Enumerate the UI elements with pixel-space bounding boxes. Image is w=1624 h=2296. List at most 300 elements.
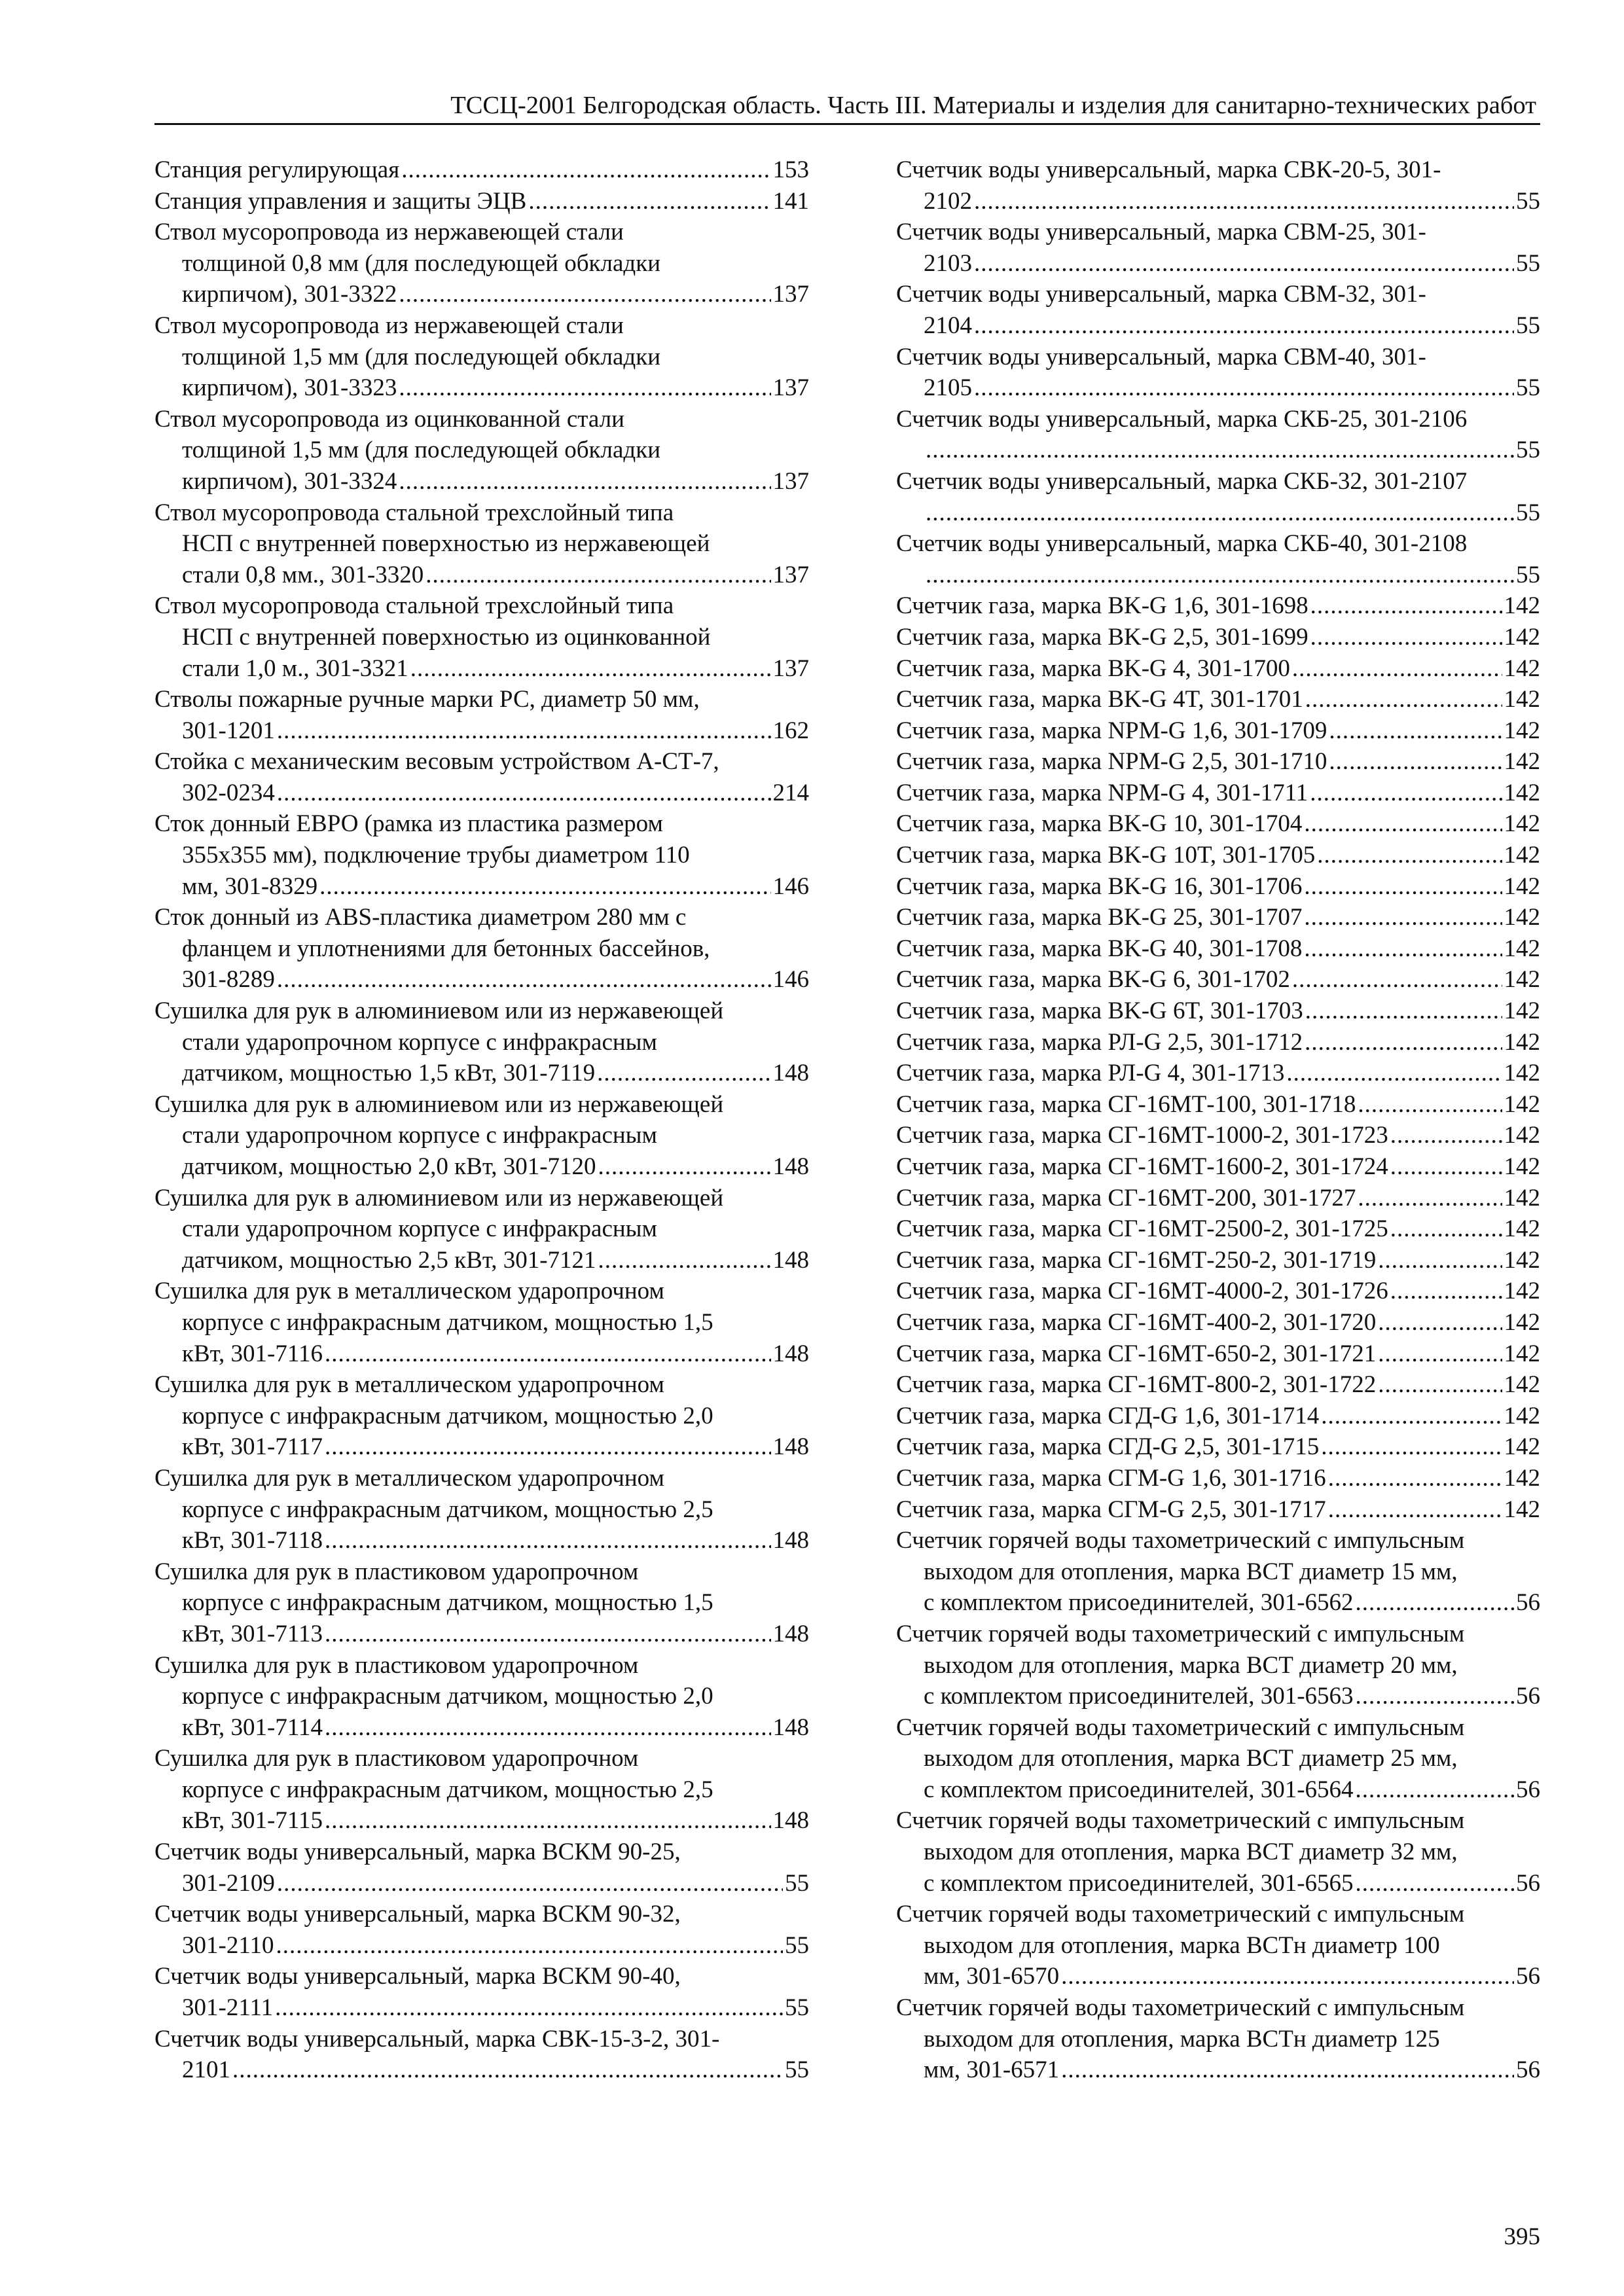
- index-entry: [896, 933, 1540, 965]
- index-entry-text: Счетчик горячей воды тахометрический с импульсным: [896, 1527, 1465, 1554]
- index-entry-leader-line: [896, 1151, 1540, 1183]
- dot-leader: [926, 435, 1514, 466]
- index-entry: [896, 746, 1540, 778]
- index-entry-text: Счетчик газа, марка BK-G 10T, 301-1705: [896, 842, 1316, 869]
- dot-leader: [1328, 1494, 1502, 1526]
- index-page-ref: 55: [1516, 499, 1540, 526]
- index-page-ref: 55: [1516, 249, 1540, 277]
- index-entry: [896, 653, 1540, 685]
- index-entry-text: датчиком, мощностью 2,0 кВт, 301-7120: [182, 1153, 596, 1180]
- index-page-ref: 148: [772, 1246, 809, 1274]
- index-entry: [154, 1369, 809, 1463]
- index-page-ref: 148: [772, 1340, 809, 1367]
- index-entry-text: Счетчик газа, марка СГ-16МТ-200, 301-1727: [896, 1184, 1356, 1211]
- index-entry-text: Счетчик газа, марка СГ-16МТ-1000-2, 301-1723: [896, 1122, 1388, 1149]
- index-entry-leader-line: [154, 1805, 809, 1837]
- index-entry-text: кирпичом), 301-3323: [182, 374, 397, 402]
- index-entry-text: Счетчик газа, марка BK-G 10, 301-1704: [896, 810, 1303, 838]
- dot-leader: [1378, 1245, 1502, 1276]
- index-entry-text: Счетчик горячей воды тахометрический с импульсным: [896, 1620, 1465, 1647]
- index-entry-leader-line: [896, 186, 1540, 217]
- dot-leader: [1329, 715, 1502, 747]
- index-entry: [154, 404, 809, 497]
- index-entry-leader-line: [896, 778, 1540, 809]
- index-entry-leader-line: [896, 1245, 1540, 1276]
- index-entry-leader-line: [896, 1494, 1540, 1526]
- index-entry-text: мм, 301-8329: [182, 872, 318, 900]
- index-page-ref: 214: [772, 779, 809, 806]
- dot-leader: [598, 1151, 771, 1183]
- index-entry-text: выходом для отопления, марка ВСТ диаметр 32 мм,: [924, 1839, 1458, 1866]
- index-entry: [896, 1120, 1540, 1151]
- index-entry-text: Счетчик газа, марка NPM-G 2,5, 301-1710: [896, 748, 1327, 776]
- index-entry-leader-line: [154, 1930, 809, 1962]
- index-entry-text: выходом для отопления, марка ВСТн диаметр 125: [924, 2025, 1440, 2053]
- running-header: [154, 82, 1540, 125]
- index-entry-text: 2101: [182, 2056, 230, 2084]
- dot-leader: [1356, 1681, 1514, 1712]
- index-entry-text: с комплектом присоединителей, 301-6563: [924, 1683, 1354, 1710]
- index-entry-text: Счетчик воды универсальный, марка СКБ-32, 301-2107: [896, 467, 1468, 495]
- index-page-ref: 142: [1504, 810, 1540, 838]
- index-entry: [896, 715, 1540, 747]
- page-number: 395: [1504, 2223, 1540, 2250]
- index-page-ref: 142: [1504, 904, 1540, 931]
- index-entry-leader-line: [896, 497, 1540, 529]
- index-entry-text: корпусе с инфракрасным датчиком, мощностью 1,5: [182, 1308, 713, 1336]
- index-entry: [896, 1369, 1540, 1401]
- index-entry-leader-line: [896, 964, 1540, 996]
- index-entry-leader-line: [896, 902, 1540, 933]
- index-entry-leader-line: [154, 1431, 809, 1463]
- index-entry: [896, 840, 1540, 871]
- index-page-ref: 55: [785, 1994, 809, 2022]
- dot-leader: [1328, 1463, 1502, 1494]
- index-page-ref: 142: [1504, 1496, 1540, 1523]
- index-page-ref: 142: [1504, 717, 1540, 744]
- dot-leader: [325, 1338, 771, 1370]
- index-page-ref: 153: [772, 156, 809, 183]
- index-entry-text: Ствол мусоропровода стальной трехслойный типа: [154, 499, 674, 526]
- dot-leader: [926, 560, 1514, 591]
- index-page-ref: 142: [1504, 1060, 1540, 1087]
- index-entry-text: корпусе с инфракрасным датчиком, мощностью 1,5: [182, 1589, 713, 1617]
- index-page-ref: 56: [1516, 1776, 1540, 1803]
- index-entry-text: 301-2110: [182, 1931, 274, 1959]
- dot-leader: [277, 1868, 783, 1899]
- index-entry-leader-line: [154, 1245, 809, 1276]
- index-entry-leader-line: [154, 871, 809, 903]
- index-page-ref: 148: [772, 1433, 809, 1461]
- index-entry: [154, 186, 809, 217]
- index-entry: [154, 1650, 809, 1744]
- dot-leader: [1310, 778, 1502, 809]
- index-entry-leader-line: [896, 1774, 1540, 1806]
- index-entry: [896, 590, 1540, 622]
- index-entry-leader-line: [154, 1868, 809, 1899]
- index-entry-text: Сушилка для рук в металлическом ударопрочном: [154, 1371, 664, 1399]
- index-page-ref: 55: [1516, 374, 1540, 402]
- index-page-ref: 137: [772, 374, 809, 402]
- index-entry-leader-line: [154, 1338, 809, 1370]
- index-entry-leader-line: [896, 871, 1540, 903]
- index-entry-leader-line: [154, 1525, 809, 1556]
- index-entry: [896, 1276, 1540, 1307]
- index-page-ref: 141: [772, 187, 809, 215]
- index-entry-text: с комплектом присоединителей, 301-6565: [924, 1869, 1354, 1897]
- index-entry-leader-line: [896, 1463, 1540, 1494]
- index-entry-leader-line: [896, 1089, 1540, 1121]
- index-entry-text: Счетчик газа, марка СГ-16МТ-1600-2, 301-1724: [896, 1153, 1388, 1180]
- index-entry-text: кВт, 301-7114: [182, 1713, 323, 1741]
- index-entry: [896, 1089, 1540, 1121]
- index-entry-text: НСП с внутренней поверхностью из оцинкованной: [182, 623, 711, 651]
- index-page-ref: 142: [1504, 1090, 1540, 1118]
- index-entry-leader-line: [154, 653, 809, 685]
- dot-leader: [1305, 996, 1502, 1027]
- index-entry-leader-line: [896, 1868, 1540, 1899]
- dot-leader: [974, 372, 1514, 404]
- index-page-ref: 56: [1516, 1963, 1540, 1990]
- index-entry-leader-line: [154, 964, 809, 996]
- index-entry-leader-line: [154, 372, 809, 404]
- index-entry-text: Счетчик газа, марка СГ-16МТ-4000-2, 301-1726: [896, 1278, 1388, 1305]
- index-entry: [154, 1276, 809, 1369]
- index-entry-text: кВт, 301-7118: [182, 1527, 323, 1554]
- index-entry-text: Счетчик газа, марка СГД-G 2,5, 301-1715: [896, 1433, 1320, 1461]
- dot-leader: [399, 372, 770, 404]
- index-page-ref: 142: [1504, 1028, 1540, 1056]
- index-page-ref: 142: [1504, 686, 1540, 713]
- header-title: ТССЦ-2001 Белгородская область. Часть III. Материалы и изделия для санитарно-технических работ: [450, 91, 1536, 119]
- index-entry-text: Счетчик газа, марка BK-G 25, 301-1707: [896, 904, 1303, 931]
- index-entry-leader-line: [896, 996, 1540, 1027]
- index-entry-text: корпусе с инфракрасным датчиком, мощностью 2,0: [182, 1402, 713, 1429]
- dot-leader: [1304, 808, 1502, 840]
- index-entry-text: выходом для отопления, марка ВСТ диаметр 20 мм,: [924, 1651, 1458, 1679]
- index-entry: [896, 154, 1540, 217]
- index-entry-leader-line: [154, 1992, 809, 2024]
- index-entry-text: 2102: [924, 187, 972, 215]
- index-entry-leader-line: [154, 466, 809, 497]
- index-entry-text: Ствол мусоропровода стальной трехслойный типа: [154, 592, 674, 620]
- index-entry: [896, 902, 1540, 933]
- index-entry-text: Счетчик воды универсальный, марка СВМ-40, 301-: [896, 343, 1426, 370]
- dot-leader: [1390, 1120, 1502, 1151]
- index-entry-leader-line: [154, 1712, 809, 1744]
- index-page-ref: 142: [1504, 1122, 1540, 1149]
- index-entry: [896, 808, 1540, 840]
- index-entry-text: Счетчик газа, марка BK-G 6T, 301-1703: [896, 997, 1303, 1025]
- index-entry: [154, 1089, 809, 1183]
- index-entry-text: Счетчик газа, марка BK-G 40, 301-1708: [896, 935, 1303, 962]
- index-entry: [896, 217, 1540, 279]
- dot-leader: [1390, 1276, 1502, 1307]
- index-entry-text: 301-2111: [182, 1994, 274, 2022]
- dot-leader: [1356, 1774, 1514, 1806]
- index-entry: [896, 1213, 1540, 1245]
- index-entry: [896, 996, 1540, 1027]
- index-entry-text: Счетчик газа, марка BK-G 1,6, 301-1698: [896, 592, 1308, 620]
- index-entry-text: толщиной 1,5 мм (для последующей обкладки: [182, 437, 661, 464]
- index-entry-leader-line: [896, 1213, 1540, 1245]
- index-entry: [896, 622, 1540, 653]
- index-entry-text: Ствол мусоропровода из нержавеющей стали: [154, 219, 624, 246]
- index-entry: [896, 1525, 1540, 1619]
- dot-leader: [232, 2054, 783, 2086]
- dot-leader: [1378, 1307, 1502, 1338]
- dot-leader: [1329, 746, 1502, 778]
- index-page-ref: 137: [772, 655, 809, 682]
- index-entry: [154, 1556, 809, 1650]
- dot-leader: [1292, 653, 1502, 685]
- index-entry-text: кирпичом), 301-3322: [182, 281, 397, 308]
- index-entry: [154, 2024, 809, 2086]
- index-entry: [154, 497, 809, 591]
- index-entry: [896, 684, 1540, 715]
- dot-leader: [1321, 1431, 1502, 1463]
- index-entry-text: НСП с внутренней поверхностью из нержавеющей: [182, 530, 710, 558]
- index-entry: [896, 1712, 1540, 1806]
- index-entry-text: Сток донный ЕВРО (рамка из пластика размером: [154, 810, 663, 838]
- index-entry-text: фланцем и уплотнениями для бетонных бассейнов,: [182, 935, 710, 962]
- index-entry: [154, 217, 809, 310]
- dot-leader: [277, 778, 771, 809]
- index-page-ref: 142: [1504, 997, 1540, 1025]
- index-entry-text: Счетчик газа, марка BK-G 2,5, 301-1699: [896, 623, 1308, 651]
- index-page-ref: 137: [772, 561, 809, 588]
- index-entry-text: 301-2109: [182, 1869, 275, 1897]
- index-entry: [154, 808, 809, 902]
- index-page-ref: 142: [1504, 592, 1540, 620]
- index-entry: [154, 1743, 809, 1837]
- index-entry: [896, 1619, 1540, 1712]
- dot-leader: [1304, 933, 1502, 965]
- dot-leader: [1310, 622, 1502, 653]
- index-entry-leader-line: [896, 310, 1540, 342]
- index-page-ref: 142: [1504, 1402, 1540, 1429]
- index-entry-text: кВт, 301-7117: [182, 1433, 323, 1461]
- index-entry-text: 2105: [924, 374, 972, 402]
- dot-leader: [277, 964, 771, 996]
- index-entry-text: Стволы пожарные ручные марки РС, диаметр 50 мм,: [154, 686, 700, 713]
- index-entry: [896, 1494, 1540, 1526]
- dot-leader: [1305, 684, 1502, 715]
- dot-leader: [974, 310, 1514, 342]
- index-entry-text: датчиком, мощностью 2,5 кВт, 301-7121: [182, 1246, 596, 1274]
- index-entry: [896, 778, 1540, 809]
- index-entry: [154, 684, 809, 746]
- dot-leader: [598, 1245, 771, 1276]
- index-entry: [896, 1058, 1540, 1089]
- dot-leader: [425, 560, 770, 591]
- index-page-ref: 146: [772, 872, 809, 900]
- index-entry-text: выходом для отопления, марка ВСТ диаметр 15 мм,: [924, 1558, 1458, 1585]
- dot-leader: [1390, 1151, 1502, 1183]
- index-entry: [896, 1183, 1540, 1214]
- index-entry-leader-line: [896, 248, 1540, 279]
- index-entry-leader-line: [896, 1276, 1540, 1307]
- index-entry-text: Счетчик воды универсальный, марка СВМ-32, 301-: [896, 281, 1426, 308]
- index-entry-text: стали ударопрочном корпусе с инфракрасным: [182, 1215, 657, 1243]
- index-entry-text: Счетчик газа, марка СГД-G 1,6, 301-1714: [896, 1402, 1320, 1429]
- index-entry: [896, 871, 1540, 903]
- index-entry: [896, 964, 1540, 996]
- index-entry-text: Счетчик воды универсальный, марка СКБ-25, 301-2106: [896, 405, 1468, 433]
- index-entry-text: с комплектом присоединителей, 301-6564: [924, 1776, 1354, 1803]
- index-page-ref: 146: [772, 966, 809, 994]
- index-entry: [896, 1992, 1540, 2086]
- dot-leader: [1061, 1961, 1514, 1992]
- index-entry-text: Счетчик газа, марка СГМ-G 1,6, 301-1716: [896, 1464, 1326, 1492]
- index-entry-leader-line: [896, 933, 1540, 965]
- index-entry-text: Счетчик газа, марка BK-G 16, 301-1706: [896, 872, 1303, 900]
- index-entry: [154, 590, 809, 684]
- index-entry-text: выходом для отопления, марка ВСТ диаметр 25 мм,: [924, 1745, 1458, 1772]
- index-entry-leader-line: [896, 372, 1540, 404]
- index-entry-leader-line: [896, 622, 1540, 653]
- index-entry-leader-line: [154, 279, 809, 310]
- index-entry: [896, 1899, 1540, 1992]
- index-entry-text: кВт, 301-7116: [182, 1340, 323, 1367]
- index-entry-leader-line: [154, 1151, 809, 1183]
- index-page-ref: 142: [1504, 748, 1540, 776]
- dot-leader: [597, 1058, 770, 1089]
- index-entry-leader-line: [154, 1619, 809, 1650]
- dot-leader: [325, 1525, 771, 1556]
- dot-leader: [277, 715, 771, 747]
- index-entry-text: 302-0234: [182, 779, 275, 806]
- index-page-ref: 162: [772, 717, 809, 744]
- dot-leader: [1390, 1213, 1502, 1245]
- index-entry-leader-line: [896, 1961, 1540, 1992]
- dot-leader: [1358, 1183, 1502, 1214]
- dot-leader: [1358, 1089, 1502, 1121]
- index-entry-text: Счетчик газа, марка СГ-16МТ-250-2, 301-1719: [896, 1246, 1377, 1274]
- index-entry-text: 355х355 мм), подключение трубы диаметром 110: [182, 842, 690, 869]
- index-entry-leader-line: [896, 653, 1540, 685]
- dot-leader: [1317, 840, 1502, 871]
- index-entry-leader-line: [896, 435, 1540, 466]
- index-entry-leader-line: [896, 590, 1540, 622]
- index-entry: [896, 1027, 1540, 1058]
- index-page-ref: 142: [1504, 1215, 1540, 1243]
- index-page-ref: 142: [1504, 1278, 1540, 1305]
- index-entry-text: Ствол мусоропровода из нержавеющей стали: [154, 312, 624, 339]
- index-entry-text: 2103: [924, 249, 972, 277]
- index-entry: [896, 1463, 1540, 1494]
- dot-leader: [1356, 1868, 1514, 1899]
- index-entry-text: 2104: [924, 312, 972, 339]
- index-entry-leader-line: [896, 746, 1540, 778]
- index-page-ref: 55: [1516, 312, 1540, 339]
- index-entry-text: 301-8289: [182, 966, 275, 994]
- index-entry-leader-line: [896, 1027, 1540, 1058]
- index-entry-leader-line: [896, 1431, 1540, 1463]
- index-entry-text: Счетчик горячей воды тахометрический с импульсным: [896, 1713, 1465, 1741]
- index-page-ref: 148: [772, 1807, 809, 1835]
- index-entry-leader-line: [896, 1338, 1540, 1370]
- index-page-ref: 56: [1516, 1869, 1540, 1897]
- index-entry-text: 301-1201: [182, 717, 275, 744]
- index-page-ref: 142: [1504, 623, 1540, 651]
- index-entry-leader-line: [896, 1183, 1540, 1214]
- index-entry-text: Ствол мусоропровода из оцинкованной стали: [154, 405, 624, 433]
- index-page-ref: 142: [1504, 1246, 1540, 1274]
- dot-leader: [275, 1992, 783, 2024]
- index-column-right: [896, 154, 1540, 2086]
- index-entry-text: Счетчик газа, марка РЛ-G 4, 301-1713: [896, 1060, 1285, 1087]
- index-entry-text: выходом для отопления, марка ВСТн диаметр 100: [924, 1931, 1440, 1959]
- index-entry-text: корпусе с инфракрасным датчиком, мощностью 2,0: [182, 1683, 713, 1710]
- index-entry-leader-line: [154, 186, 809, 217]
- index-entry-text: толщиной 0,8 мм (для последующей обкладки: [182, 249, 661, 277]
- index-entry-leader-line: [896, 1369, 1540, 1401]
- index-entry: [896, 1338, 1540, 1370]
- index-entry-text: кВт, 301-7113: [182, 1620, 323, 1647]
- index-entry-text: Станция управления и защиты ЭЦВ: [154, 187, 527, 215]
- index-page-ref: 55: [1516, 437, 1540, 464]
- index-entry-text: Счетчик воды универсальный, марка ВСКМ 90-40,: [154, 1963, 681, 1990]
- index-entry-text: кВт, 301-7115: [182, 1807, 323, 1835]
- index-page-ref: 142: [1504, 779, 1540, 806]
- index-page-ref: 55: [1516, 561, 1540, 588]
- index-entry-text: Счетчик газа, марка СГ-16МТ-100, 301-1718: [896, 1090, 1356, 1118]
- dot-leader: [1305, 1027, 1502, 1058]
- index-entry-text: Станция регулирующая: [154, 156, 400, 183]
- index-entry: [896, 528, 1540, 590]
- dot-leader: [1310, 590, 1502, 622]
- index-page-ref: 142: [1504, 872, 1540, 900]
- index-page-ref: 142: [1504, 1184, 1540, 1211]
- index-entry-text: Счетчик газа, марка СГ-16МТ-800-2, 301-1722: [896, 1371, 1377, 1399]
- index-entry-text: Счетчик воды универсальный, марка СВМ-25, 301-: [896, 219, 1426, 246]
- index-entry-leader-line: [896, 684, 1540, 715]
- index-entry: [154, 1463, 809, 1556]
- index-page-ref: 142: [1504, 842, 1540, 869]
- index-page-ref: 56: [1516, 1589, 1540, 1617]
- dot-leader: [1061, 2054, 1514, 2086]
- index-entry-leader-line: [896, 840, 1540, 871]
- index-entry-leader-line: [896, 715, 1540, 747]
- index-entry: [896, 1307, 1540, 1338]
- index-entry: [896, 342, 1540, 404]
- index-page-ref: 55: [785, 2056, 809, 2084]
- index-entry-text: Счетчик воды универсальный, марка СВК-20-5, 301-: [896, 156, 1441, 183]
- index-entry-text: Счетчик газа, марка NPM-G 1,6, 301-1709: [896, 717, 1327, 744]
- index-entry-leader-line: [896, 1058, 1540, 1089]
- index-page-ref: 142: [1504, 935, 1540, 962]
- index-entry: [896, 279, 1540, 341]
- index-entry-text: Сток донный из ABS-пластика диаметром 280 мм с: [154, 904, 687, 931]
- index-page-ref: 148: [772, 1527, 809, 1554]
- index-entry: [154, 996, 809, 1089]
- dot-leader: [1292, 964, 1502, 996]
- index-entry-leader-line: [154, 154, 809, 186]
- index-entry-text: Счетчик газа, марка СГМ-G 2,5, 301-1717: [896, 1496, 1326, 1523]
- index-page-ref: 142: [1504, 1153, 1540, 1180]
- dot-leader: [410, 653, 771, 685]
- dot-leader: [926, 497, 1514, 529]
- index-entry: [154, 1961, 809, 2023]
- index-page-ref: 55: [785, 1931, 809, 1959]
- index-entry: [154, 154, 809, 186]
- dot-leader: [325, 1431, 771, 1463]
- index-entry-text: Счетчик горячей воды тахометрический с импульсным: [896, 1994, 1465, 2022]
- index-entry-leader-line: [896, 1120, 1540, 1151]
- index-page-ref: 148: [772, 1620, 809, 1647]
- index-entry-text: кирпичом), 301-3324: [182, 467, 397, 495]
